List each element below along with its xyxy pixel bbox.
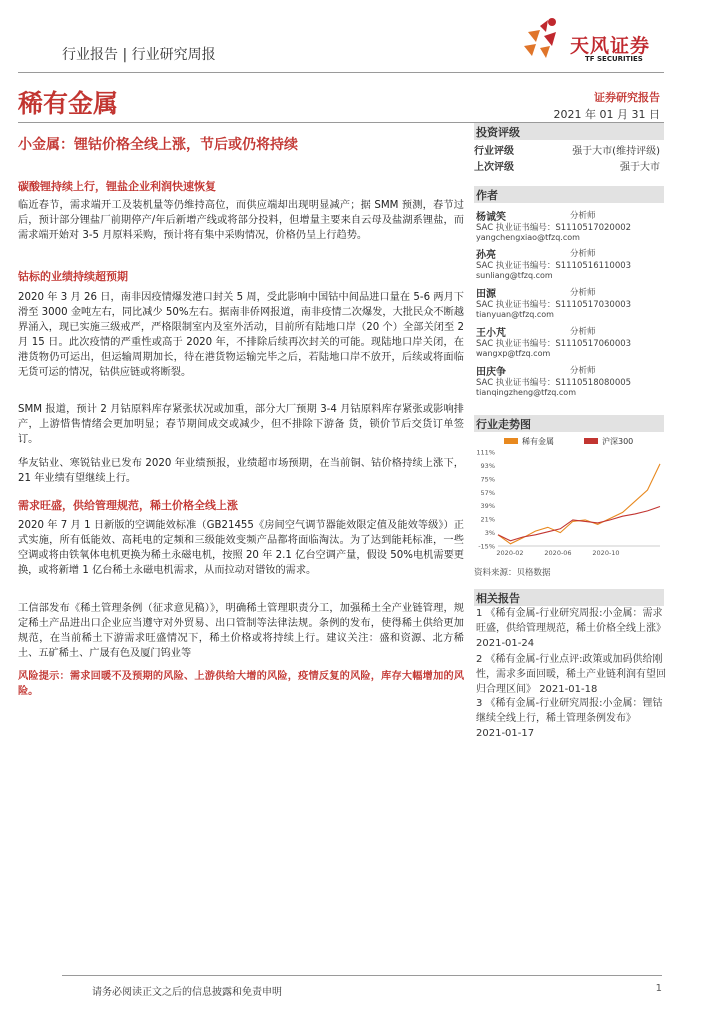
related-report[interactable] <box>476 696 666 741</box>
author-email[interactable]: sunliang@tfzq.com <box>476 271 553 280</box>
report-label: 证券研究报告 <box>594 91 660 104</box>
series-line-hs300 <box>498 507 660 541</box>
page-number: 1 <box>655 983 662 994</box>
authors-section-bar <box>474 186 664 203</box>
authors-title: 作者 <box>476 189 498 202</box>
author-email[interactable]: tianqingzheng@tfzq.com <box>476 388 576 397</box>
legend-swatch <box>504 438 518 444</box>
y-tick-label: 3% <box>484 529 495 538</box>
y-tick-label: 39% <box>480 502 495 511</box>
logo-text: 天风证券 <box>570 35 651 57</box>
risk-warning <box>18 669 464 699</box>
y-tick-label: -15% <box>478 542 495 551</box>
author-title: 分析师 <box>570 249 596 259</box>
related-report[interactable] <box>476 652 666 697</box>
legend-label: 沪深300 <box>602 437 634 446</box>
risk-text: 需求回暖不及预期的风险、上游供给大增的风险，疫情反复的风险，库存大幅增加的风险。 <box>18 671 465 697</box>
report-type-header: 行业报告 | 行业研究周报 <box>62 47 216 63</box>
trend-title: 行业走势图 <box>476 418 531 431</box>
author-title: 分析师 <box>570 211 596 221</box>
author-name: 孙亮 <box>476 250 496 261</box>
related-title: 相关报告 <box>476 592 520 605</box>
sector-title: 稀有金属 <box>18 89 119 118</box>
section-heading: 碳酸锂持续上行，锂盐企业利润快速恢复 <box>18 180 216 193</box>
author-name: 田庆争 <box>476 367 506 378</box>
related-report-title: 3 《稀有金属-行业研究周报:小金属：锂钴继续全线上行，稀土管理条例发布》 <box>476 698 663 724</box>
industry-rating-label: 行业评级 <box>474 146 514 157</box>
logo-subtext: TF SECURITIES <box>585 55 643 63</box>
legend-swatch <box>584 438 598 444</box>
y-tick-label: 57% <box>480 488 495 497</box>
related-report-date: 2021-01-17 <box>476 728 535 739</box>
industry-rating: 强于大市(维持评级) <box>572 146 660 157</box>
paragraph: 临近春节，需求端开工及装机量等仍维持高位，而供应端却出现明显减产；据 SMM 预测，春节过后，预计部分锂盐厂前期停产/年后新增产线或将部分投料，但增量主要来自云母及盐湖系锂盐，而需求端开始对 3-5 月原料采购，预计将有集中采购情况，价格仍呈上行趋势。 <box>18 200 464 241</box>
related-report-date: 2021-01-18 <box>539 684 598 695</box>
author-name: 杨诚笑 <box>476 212 506 223</box>
related-section-bar <box>474 589 664 606</box>
chart-source: 资料来源：贝格数据 <box>474 568 551 578</box>
author-title: 分析师 <box>570 366 596 376</box>
last-rating: 强于大市 <box>620 162 660 173</box>
author-title: 分析师 <box>570 288 596 298</box>
author-name: 王小芃 <box>476 328 506 339</box>
footer-disclaimer: 请务必阅读正文之后的信息披露和免责申明 <box>92 987 282 998</box>
paragraph: 2020 年 3 月 26 日，南非因疫情爆发港口封关 5 周，受此影响中国钴中间品进口量在 5-6 两月下滑至 3000 金吨左右，同比减少 50%左右。据南非侨网报道，南非疫情二次爆发，大批民众不断越界涌入，现已实施三级戒严，严格限制室内及室外活动，目前所有陆地口岸（20 个）全部关闭至 2 月 15 日。此次疫情的严重性或高于 2020 年，不排除后续再次封关的可能。现陆地口岸关闭，在港货物仍可运出，但运输周期加长，待在港货物运输完毕之后，若陆地口岸不放开，后续或将面临无货可运的情况，钴供应链或将断裂。 <box>18 292 464 378</box>
paragraph: 工信部发布《稀土管理条例（征求意见稿）》，明确稀土管理职责分工，加强稀土全产业链管理，规定稀土产品进出口企业应当遵守对外贸易、出口管制等法律法规。条例的发布，使得稀土供给更加规范，在当前稀土下游需求旺盛情况下，稀土价格或将持续上行。建议关注：盛和资源、北方稀土、五矿稀土、广晟有色及厦门钨业等 <box>18 603 464 659</box>
headline: 小金属：锂钴价格全线上涨，节后或仍将持续 <box>18 137 298 153</box>
footer-divider <box>62 975 662 976</box>
section-heading: 钴标的业绩持续超预期 <box>18 270 128 283</box>
series-line-rare-metal <box>498 464 660 544</box>
author-name: 田源 <box>476 289 496 300</box>
paragraph: SMM 报道，预计 2 月钴原料库存紧张状况或加重，部分大厂预期 3-4 月钴原料库存紧张或影响排产，上游惜售情绪会更加明显；春节期间成交或减少，但不排除下游备 货，锁价节后交货订单签订。 <box>18 404 464 445</box>
x-tick-label: 2020-06 <box>544 549 572 557</box>
rating-title: 投资评级 <box>476 126 520 139</box>
author-cert: SAC 执业证书编号：S1110517020002 <box>476 223 632 233</box>
author-cert: SAC 执业证书编号：S1110517060003 <box>476 339 632 349</box>
author-cert: SAC 执业证书编号：S1110517030003 <box>476 300 632 310</box>
trend-section-bar <box>474 415 664 432</box>
header-divider <box>18 72 664 73</box>
author-email[interactable]: yangchengxiao@tfzq.com <box>476 233 580 242</box>
x-tick-label: 2020-02 <box>496 549 524 557</box>
author-cert: SAC 执业证书编号：S1110518080005 <box>476 378 632 388</box>
author-email[interactable]: tianyuan@tfzq.com <box>476 310 554 319</box>
x-tick-label: 2020-10 <box>592 549 620 557</box>
related-report[interactable] <box>476 606 666 651</box>
legend-label: 稀有金属 <box>522 437 554 446</box>
y-tick-label: 75% <box>480 475 495 484</box>
author-title: 分析师 <box>570 327 596 337</box>
paragraph: 2020 年 7 月 1 日新版的空调能效标准（GB21455《房间空气调节器能效限定值及能效等级》）正式实施，所有低能效、高耗电的定频和三级能效变频产品都将面临淘汰。为了达到能耗标准，一些空调或将由铁氧体电机更换为稀土永磁电机，按照 20 年 2.1 亿台空调产量，假设 50%电机需要更换，或将新增 1 亿台稀土永磁电机需求，从而拉动对镨钕的需求。 <box>18 520 464 576</box>
last-rating-label: 上次评级 <box>474 162 514 173</box>
rating-section-bar <box>474 123 664 140</box>
related-report-title: 2 《稀有金属-行业点评:政策或加码供给刚性，需求多面回暖，稀土产业链利润有望回归合理区间》 <box>476 654 666 695</box>
related-report-date: 2021-01-24 <box>476 638 535 649</box>
author-cert: SAC 执业证书编号：S1110516110003 <box>476 261 632 271</box>
y-tick-label: 111% <box>476 448 495 457</box>
section-heading: 需求旺盛，供给管理规范，稀土价格全线上涨 <box>18 499 238 512</box>
y-tick-label: 21% <box>480 515 495 524</box>
report-date: 2021 年 01 月 31 日 <box>553 108 660 121</box>
industry-trend-chart <box>474 432 664 562</box>
related-report-title: 1 《稀有金属-行业研究周报:小金属：需求旺盛，供给管理规范，稀土价格全线上涨》 <box>476 608 666 634</box>
risk-label: 风险提示： <box>18 671 70 682</box>
y-tick-label: 93% <box>480 461 495 470</box>
logo-icon <box>518 16 568 60</box>
paragraph: 华友钴业、寒锐钴业已发布 2020 年业绩预报，业绩超市场预期，在当前铜、钴价格持续上涨下，21 年业绩有望继续上行。 <box>18 458 464 484</box>
author-email[interactable]: wangxp@tfzq.com <box>476 349 551 358</box>
